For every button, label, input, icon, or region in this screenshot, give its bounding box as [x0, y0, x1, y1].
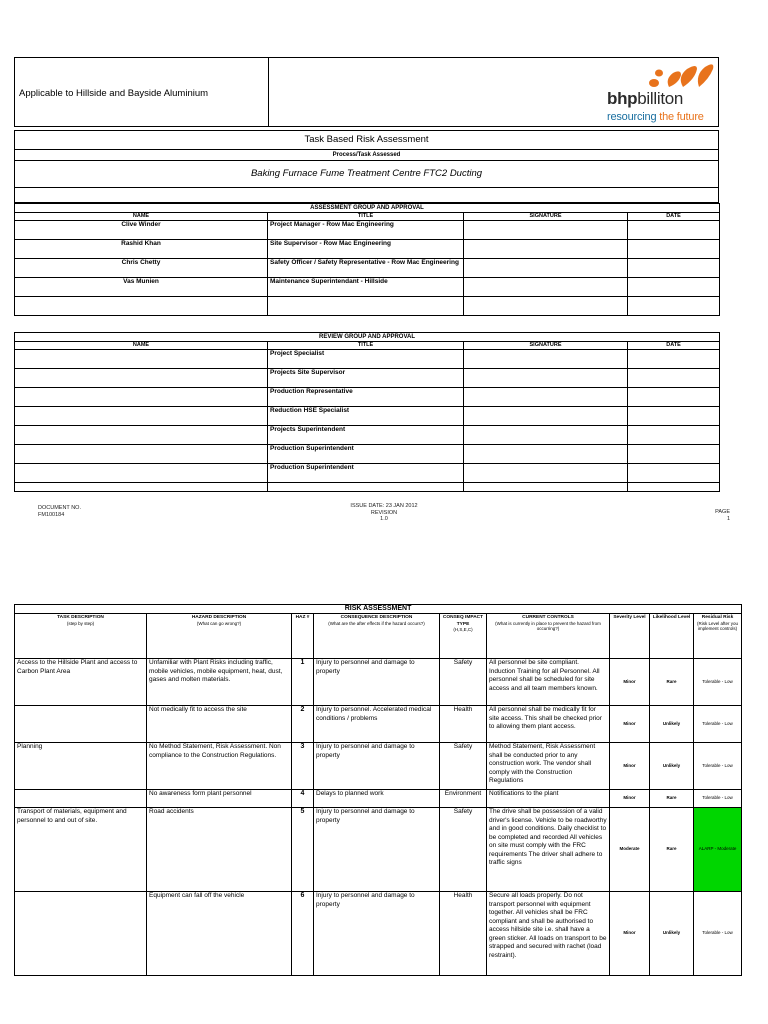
header-likelihood: Likelihood Level — [650, 614, 694, 659]
approver-title — [268, 297, 464, 316]
col-title: TITLE — [268, 342, 464, 350]
date-cell[interactable] — [628, 369, 720, 388]
col-signature: SIGNATURE — [464, 342, 628, 350]
signature-cell[interactable] — [464, 259, 628, 278]
table-row — [15, 240, 720, 259]
task-cell: Planning — [15, 743, 147, 790]
haz-number: 2 — [292, 706, 314, 743]
approver-title: Maintenance Superintendant - Hillside — [268, 278, 464, 297]
table-row — [15, 445, 720, 464]
reviewer-name[interactable] — [15, 445, 268, 464]
date-cell[interactable] — [628, 407, 720, 426]
date-cell[interactable] — [628, 483, 720, 492]
reviewer-name[interactable] — [15, 350, 268, 369]
hazard-cell: Not medically fit to access the site — [147, 706, 292, 743]
title-block — [14, 130, 719, 188]
revision-label: REVISION — [370, 509, 398, 516]
controls-cell: Secure all loads properly. Do not transport personnel with equipment together. All vehicles shall be FRC compliant and shall be authorised to access hillside site i.e. shall have a green sticker. All loads on transport to be strapped and secured with rachet (load restraint). — [487, 892, 610, 976]
logo-tagline: resourcing the future — [607, 111, 704, 123]
revision-value: 1.0 — [380, 516, 388, 522]
haz-number: 1 — [292, 659, 314, 706]
table-row — [15, 278, 720, 297]
table-row — [15, 706, 742, 743]
likelihood-level: Unlikely — [650, 892, 694, 976]
reviewer-name[interactable] — [15, 464, 268, 483]
reviewer-title: Production Superintendent — [268, 464, 464, 483]
col-title: TITLE — [268, 213, 464, 221]
approver-title: Safety Officer / Safety Representative - Row Mac Engineering — [268, 259, 464, 278]
reviewer-name[interactable] — [15, 369, 268, 388]
hazard-cell: Equipment can fall off the vehicle — [147, 892, 292, 976]
table-row — [15, 259, 720, 278]
reviewer-title: Projects Site Supervisor — [268, 369, 464, 388]
controls-cell: All personnel shall be medically fit for site access. This shall be checked prior to allowing them plant access. — [487, 706, 610, 743]
issue-date: ISSUE DATE: 23 JAN 2012 — [350, 503, 418, 509]
task-cell: Transport of materials, equipment and personnel to and out of site. — [15, 808, 147, 892]
spacer-row — [14, 187, 719, 203]
table-row — [15, 407, 720, 426]
table-row — [15, 892, 742, 976]
task-cell — [15, 892, 147, 976]
col-date: DATE — [628, 213, 720, 221]
signature-cell[interactable] — [464, 445, 628, 464]
signature-cell[interactable] — [464, 240, 628, 259]
impact-type: Safety — [440, 743, 487, 790]
signature-cell[interactable] — [464, 221, 628, 240]
residual-risk: Tolerable - Low — [694, 706, 742, 743]
document-header — [14, 57, 719, 127]
col-signature: SIGNATURE — [464, 213, 628, 221]
impact-type: Environment — [440, 790, 487, 808]
reviewer-name[interactable] — [15, 388, 268, 407]
table-row — [15, 426, 720, 445]
table-row — [15, 743, 742, 790]
signature-cell[interactable] — [464, 483, 628, 492]
col-name: NAME — [15, 213, 268, 221]
likelihood-level: Unlikely — [650, 743, 694, 790]
header-task: TASK DESCRIPTION (step by step) — [15, 614, 147, 659]
reviewer-name[interactable] — [15, 407, 268, 426]
table-row — [15, 350, 720, 369]
date-cell[interactable] — [628, 297, 720, 316]
hazard-cell: No awareness form plant personnel — [147, 790, 292, 808]
applicability-text: Applicable to Hillside and Bayside Aluminium — [19, 88, 209, 99]
task-cell — [15, 706, 147, 743]
process-label: Process/Task Assessed — [15, 150, 718, 161]
reviewer-title: Production Representative — [268, 388, 464, 407]
consequence-cell: Delays to planned work — [314, 790, 440, 808]
header-impact-type: CONSEQ IMPACT TYPE (H,S,E,C) — [440, 614, 487, 659]
page-value: 1 — [726, 515, 730, 522]
consequence-cell: Injury to personnel. Accelerated medical conditions / problems — [314, 706, 440, 743]
header-residual: Residual Risk (Risk Level after you implement controls) — [694, 614, 742, 659]
reviewer-title: Project Specialist — [268, 350, 464, 369]
date-cell[interactable] — [628, 278, 720, 297]
approver-name: Vas Munien — [15, 278, 268, 297]
date-cell[interactable] — [628, 464, 720, 483]
severity-level: Minor — [610, 892, 650, 976]
hazard-cell: Unfamiliar with Plant Risks including traffic, mobile vehicles, mobile equipment, heat, dust, gases and molten materials. — [147, 659, 292, 706]
col-date: DATE — [628, 342, 720, 350]
impact-type: Safety — [440, 659, 487, 706]
risk-header-row — [15, 614, 742, 659]
date-cell[interactable] — [628, 388, 720, 407]
likelihood-level: Rare — [650, 790, 694, 808]
controls-cell: Notifications to the plant — [487, 790, 610, 808]
reviewer-name[interactable] — [15, 426, 268, 445]
reviewer-title: Reduction HSE Specialist — [268, 407, 464, 426]
approver-name: Rashid Khan — [15, 240, 268, 259]
severity-level: Minor — [610, 659, 650, 706]
table-row — [15, 808, 742, 892]
hazard-cell: No Method Statement, Risk Assessment. Non compliance to the Construction Regulations. — [147, 743, 292, 790]
reviewer-title: Production Superintendent — [268, 445, 464, 464]
haz-number: 4 — [292, 790, 314, 808]
consequence-cell: Injury to personnel and damage to property — [314, 892, 440, 976]
severity-level: Minor — [610, 790, 650, 808]
controls-cell: Method Statement, Risk Assessment shall be conducted prior to any construction work. The vendor shall comply with the Construction Regulations — [487, 743, 610, 790]
review-section-title: REVIEW GROUP AND APPROVAL — [15, 333, 720, 342]
doc-number-label: DOCUMENT NO. — [38, 505, 81, 511]
header-severity: Severity Level — [610, 614, 650, 659]
issue-block — [334, 503, 434, 523]
residual-risk: ALARP - Moderate — [694, 808, 742, 892]
approver-name — [15, 297, 268, 316]
residual-risk: Tolerable - Low — [694, 790, 742, 808]
likelihood-level: Rare — [650, 808, 694, 892]
logo-wordmark: bhpbilliton — [607, 89, 684, 108]
table-row — [15, 297, 720, 316]
severity-level: Moderate — [610, 808, 650, 892]
bhp-billiton-logo — [607, 61, 717, 123]
impact-type: Health — [440, 892, 487, 976]
date-cell[interactable] — [628, 445, 720, 464]
severity-level: Minor — [610, 706, 650, 743]
review-group-table — [14, 332, 720, 492]
risk-table-title: RISK ASSESSMENT — [15, 605, 742, 614]
approver-name: Chris Chetty — [15, 259, 268, 278]
haz-number: 5 — [292, 808, 314, 892]
date-cell[interactable] — [628, 259, 720, 278]
signature-cell[interactable] — [464, 426, 628, 445]
approver-title: Site Supervisor - Row Mac Engineering — [268, 240, 464, 259]
residual-risk: Tolerable - Low — [694, 892, 742, 976]
controls-cell: All personnel be site compliant. Induction Training for all Personnel. All personnel shall be scheduled for site access and all team members known. — [487, 659, 610, 706]
col-name: NAME — [15, 342, 268, 350]
severity-level: Minor — [610, 743, 650, 790]
signature-cell[interactable] — [464, 464, 628, 483]
date-cell[interactable] — [628, 221, 720, 240]
haz-number: 6 — [292, 892, 314, 976]
reviewer-title: Projects Superintendent — [268, 426, 464, 445]
approver-name: Clive Winder — [15, 221, 268, 240]
likelihood-level: Rare — [650, 659, 694, 706]
task-assessed: Baking Furnace Fume Treatment Centre FTC2 Ducting — [250, 168, 483, 179]
reviewer-title — [268, 483, 464, 492]
table-row — [15, 790, 742, 808]
signature-cell[interactable] — [464, 297, 628, 316]
haz-number: 3 — [292, 743, 314, 790]
header-controls: CURRENT CONTROLS (What is currently in place to prevent the hazard from occurring?) — [487, 614, 610, 659]
document-title: Task Based Risk Assessment — [15, 131, 718, 150]
table-row — [15, 483, 720, 492]
hazard-cell: Road accidents — [147, 808, 292, 892]
header-haz-num: HAZ # — [292, 614, 314, 659]
task-cell: Access to the Hillside Plant and access to Carbon Plant Area — [15, 659, 147, 706]
approver-title: Project Manager - Row Mac Engineering — [268, 221, 464, 240]
doc-number-value: FM100184 — [38, 511, 65, 518]
consequence-cell: Injury to personnel and damage to property — [314, 808, 440, 892]
table-row — [15, 659, 742, 706]
page-label: PAGE — [715, 509, 730, 515]
date-cell[interactable] — [628, 350, 720, 369]
document-number — [38, 505, 81, 518]
signature-cell[interactable] — [464, 407, 628, 426]
logo-mark-icon — [607, 61, 717, 91]
risk-assessment-table — [14, 604, 742, 976]
consequence-cell: Injury to personnel and damage to property — [314, 659, 440, 706]
signature-cell[interactable] — [464, 350, 628, 369]
residual-risk: Tolerable - Low — [694, 743, 742, 790]
table-row — [15, 388, 720, 407]
table-row — [15, 464, 720, 483]
task-cell — [15, 790, 147, 808]
reviewer-name[interactable] — [15, 483, 268, 492]
signature-cell[interactable] — [464, 388, 628, 407]
date-cell[interactable] — [628, 426, 720, 445]
impact-type: Health — [440, 706, 487, 743]
table-row — [15, 221, 720, 240]
signature-cell[interactable] — [464, 369, 628, 388]
impact-type: Safety — [440, 808, 487, 892]
controls-cell: The drive shall be possession of a valid driver's license. Vehicle to be roadworthy and in good conditions. Daily checklist to be completed and recorded All vehicles on site must comply with the FRC requirements The driver shall adhere to traffic signs — [487, 808, 610, 892]
date-cell[interactable] — [628, 240, 720, 259]
consequence-cell: Injury to personnel and damage to property — [314, 743, 440, 790]
header-hazard: HAZARD DESCRIPTION (What can go wrong?) — [147, 614, 292, 659]
table-row — [15, 369, 720, 388]
page-number — [700, 509, 730, 522]
residual-risk: Tolerable - Low — [694, 659, 742, 706]
header-consequence: CONSEQUENCE DESCRIPTION (What are the after effects if the hazard occurs?) — [314, 614, 440, 659]
likelihood-level: Unlikely — [650, 706, 694, 743]
assessment-section-title: ASSESSMENT GROUP AND APPROVAL — [15, 204, 720, 213]
signature-cell[interactable] — [464, 278, 628, 297]
assessment-group-table — [14, 203, 720, 316]
